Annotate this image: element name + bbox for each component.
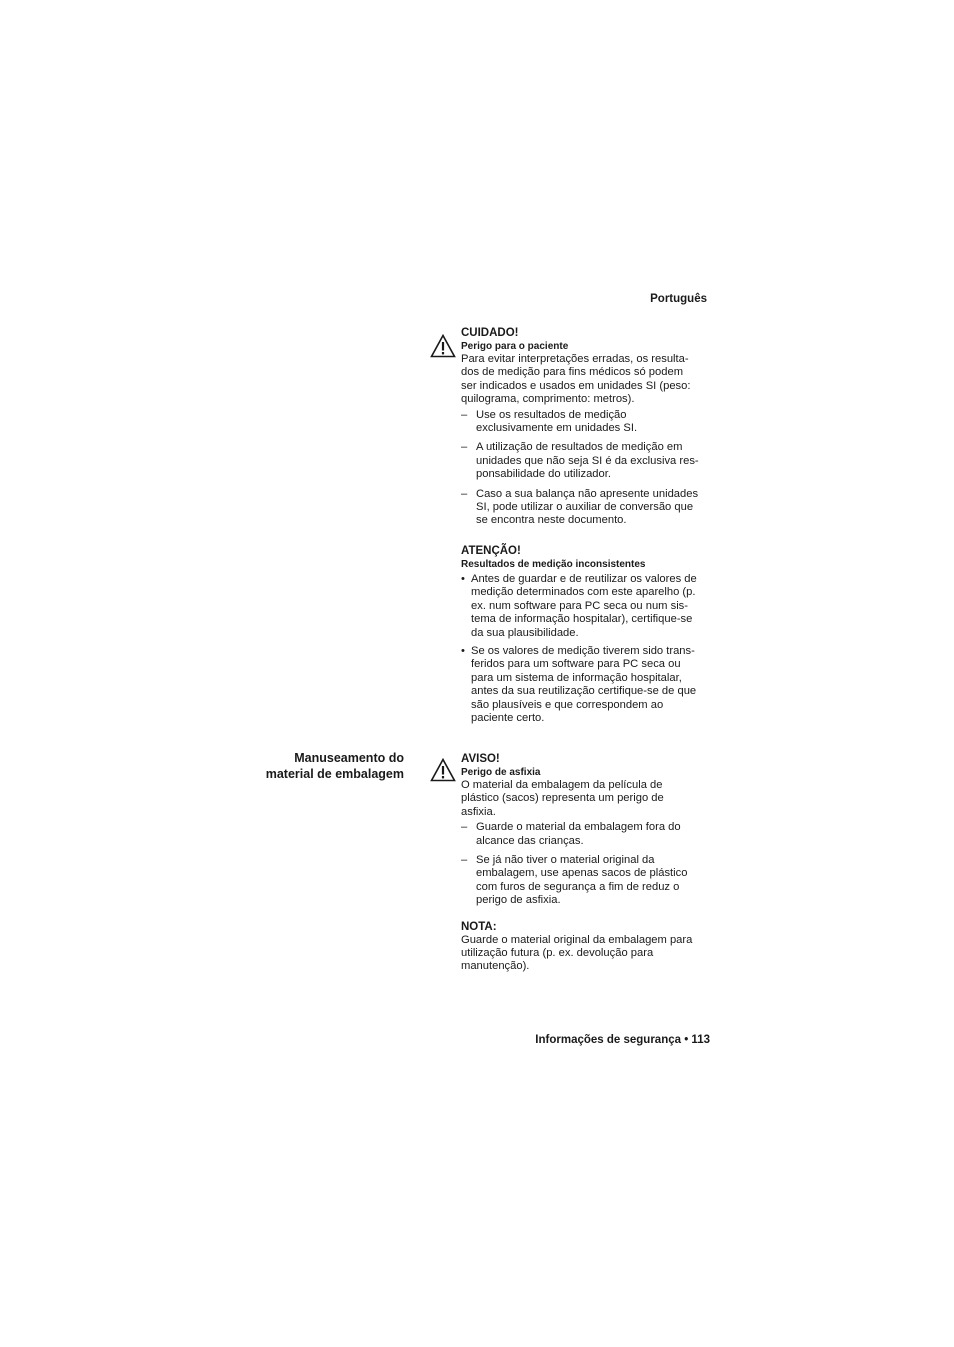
- aviso-intro: O material da embalagem da película de plástico (sacos) representa um perigo de asfixia.: [461, 779, 664, 818]
- safety-notes-upper: [461, 326, 716, 730]
- list-item: • Se os valores de medição tiverem sido trans- feridos para um software para PC seca ou para um sistema de informação hospitalar, antes da sua reutilização certifique-se de que são plausíveis e que correspondem ao paciente certo.: [461, 644, 697, 724]
- page-footer: Informações de segurança • 113: [535, 1034, 710, 1046]
- aviso-title: AVISO!: [461, 753, 500, 765]
- nota-text: Guarde o material original da embalagem para utilização futura (p. ex. devolução para manutenção).: [461, 933, 693, 973]
- list-item: – Caso a sua balança não apresente unidades SI, pode utilizar o auxiliar de conversão que se encontra neste documento.: [461, 487, 699, 527]
- atencao-title: ATENÇÃO!: [461, 544, 521, 557]
- cuidado-dash-list: [461, 409, 716, 528]
- list-item: – Guarde o material da embalagem fora do alcance das crianças.: [461, 821, 681, 847]
- cuidado-intro: Para evitar interpretações erradas, os resulta- dos de medição para fins médicos só podem ser indicados e usados em unidades SI (peso: quilograma, comprimento: metros).: [461, 353, 691, 406]
- aviso-subtitle: Perigo de asfixia: [461, 767, 541, 778]
- warning-triangle-icon: [430, 334, 456, 358]
- atencao-subtitle: Resultados de medição inconsistentes: [461, 558, 646, 570]
- list-item: – Use os resultados de medição exclusivamente em unidades SI.: [461, 408, 638, 435]
- cuidado-subtitle: Perigo para o paciente: [461, 341, 569, 352]
- page-language-label: Português: [650, 293, 707, 305]
- nota-title: NOTA:: [461, 920, 497, 933]
- cuidado-title: CUIDADO!: [461, 327, 519, 339]
- section-title: Manuseamento do material de embalagem: [265, 751, 404, 781]
- list-item: – A utilização de resultados de medição em unidades que não seja SI é da exclusiva res- ponsabilidade do utilizador.: [461, 441, 699, 481]
- warning-triangle-icon: [430, 758, 456, 782]
- atencao-bullet-list: [461, 573, 716, 725]
- list-item: – Se já não tiver o material original da embalagem, use apenas sacos de plástico com furos de segurança a fim de reduz o perigo de asfixia.: [461, 854, 688, 907]
- safety-notes-lower: [461, 752, 716, 974]
- aviso-dash-list: [461, 821, 716, 907]
- list-item: • Antes de guardar e de reutilizar os valores de medição determinados com este aparelho (p. ex. num software para PC seca ou num sis- tema de informação hospitalar), certifique-se da sua plausibilidade.: [461, 572, 697, 639]
